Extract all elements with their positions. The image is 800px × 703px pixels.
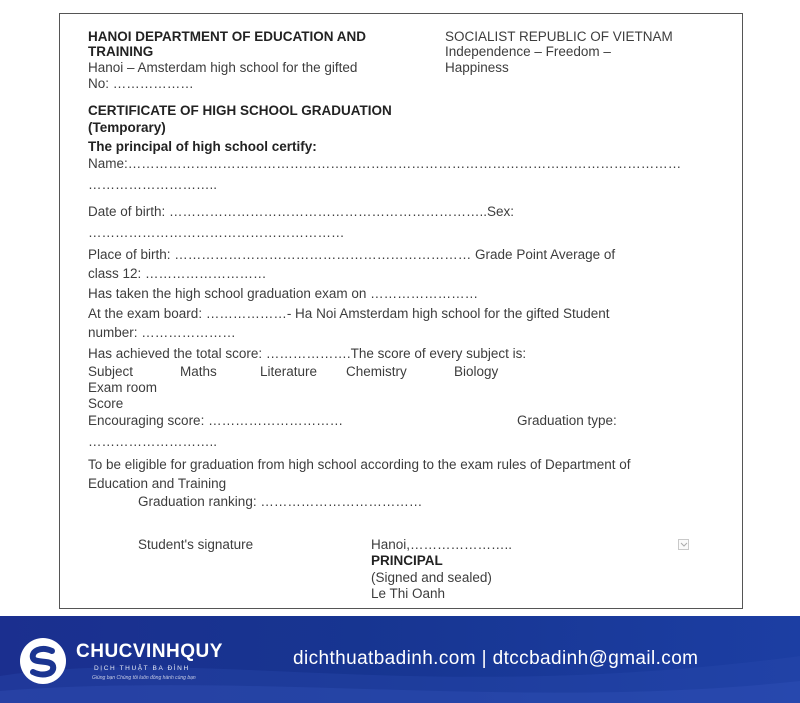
eligibility-line-2: Education and Training [88, 476, 227, 491]
exam-taken-field: Has taken the high school graduation exam on …………………… [88, 286, 479, 301]
brand-name: CHUCVINHQUY [76, 641, 223, 662]
name-field-continued: ……………………….. [88, 177, 218, 192]
encouraging-score-field: Encouraging score: ………………………… [88, 413, 344, 428]
subject-biology: Biology [454, 364, 499, 379]
school-name: Hanoi – Amsterdam high school for the gifted [88, 60, 358, 75]
principal-title: PRINCIPAL [371, 553, 443, 568]
chevron-down-icon [680, 542, 688, 548]
motto-line-1: Independence – Freedom – [445, 44, 611, 59]
principal-name: Le Thi Oanh [371, 586, 446, 601]
score-label: Score [88, 396, 124, 411]
date-of-birth-field: Date of birth: ……………………………………………………………..Sex: [88, 204, 515, 219]
department-line-2: TRAINING [88, 44, 154, 59]
motto-line-2: Happiness [445, 60, 509, 75]
contact-info[interactable]: dichthuatbadinh.com | dtccbadinh@gmail.com [293, 648, 699, 669]
certificate-subtitle: (Temporary) [88, 120, 166, 135]
certificate-title: CERTIFICATE OF HIGH SCHOOL GRADUATION [88, 103, 392, 118]
name-field: Name:…………………………………………………………………………………………………………… [88, 156, 682, 171]
signed-sealed: (Signed and sealed) [371, 570, 492, 585]
graduation-ranking-field: Graduation ranking: ……………………………… [138, 494, 423, 509]
brand-slogan: Giúng bạn Chúng tôi luôn đồng hành cùng bạn [92, 675, 196, 681]
brand-subtitle: DỊCH THUẬT BA ĐÌNH [94, 665, 190, 672]
subject-maths: Maths [180, 364, 217, 379]
exam-board-field: At the exam board: ………………- Ha Noi Amsterdam high school for the gifted Student [88, 306, 610, 321]
certificate-document [59, 13, 743, 609]
department-line-1: HANOI DEPARTMENT OF EDUCATION AND [88, 29, 366, 44]
subject-header: Subject [88, 364, 134, 379]
republic-name: SOCIALIST REPUBLIC OF VIETNAM [445, 29, 673, 44]
grade-average-field: class 12: ……………………… [88, 266, 267, 281]
subject-literature: Literature [260, 364, 318, 379]
certificate-number: No: ……………… [88, 76, 194, 91]
footer-banner [0, 616, 800, 703]
date-of-birth-continued: ………………………………………………… [88, 225, 345, 240]
hanoi-date: Hanoi,………………….. [371, 537, 513, 552]
encouraging-score-continued: ……………………….. [88, 434, 218, 449]
student-number-field: number: ………………… [88, 325, 236, 340]
certify-statement: The principal of high school certify: [88, 139, 317, 154]
brand-logo-icon [19, 637, 67, 685]
total-score-field: Has achieved the total score: ……………….The score of every subject is: [88, 346, 527, 361]
student-signature-label: Student's signature [138, 537, 254, 552]
subject-chemistry: Chemistry [346, 364, 407, 379]
eligibility-line-1: To be eligible for graduation from high school according to the exam rules of Department of [88, 457, 631, 472]
exam-room-label: Exam room [88, 380, 158, 395]
graduation-type-field: Graduation type: [517, 413, 617, 428]
dropdown-toggle[interactable] [678, 539, 689, 550]
place-of-birth-field: Place of birth: ………………………………………………………… Grade Point Average of [88, 247, 616, 262]
